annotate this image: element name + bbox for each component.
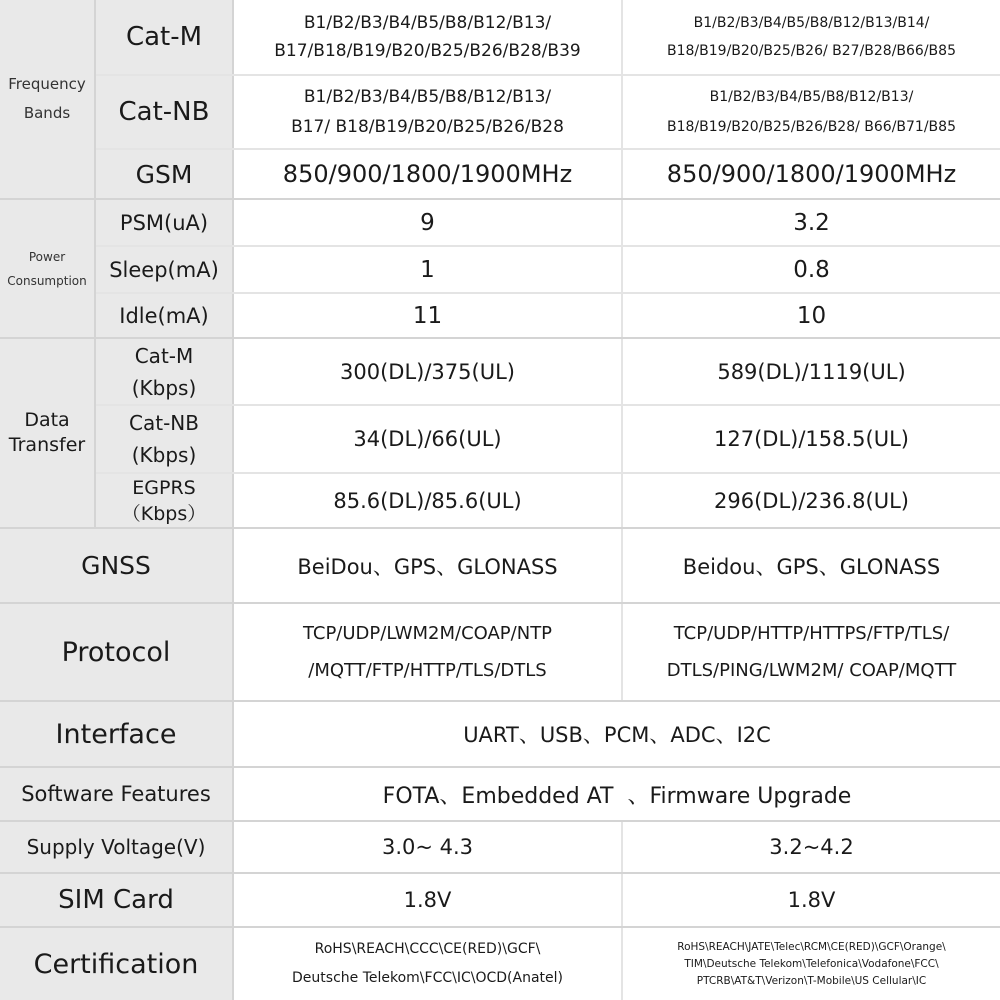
grid-line-h-6 xyxy=(0,337,1000,339)
dt-cat-nb-right xyxy=(623,406,1000,472)
gsm-band-right-text: 850/900/1800/1900MHz xyxy=(666,160,957,188)
dt-cat-m-label-line2: (Kbps) xyxy=(131,375,197,400)
certification-right-line1: RoHS\REACH\JATE\Telec\RCM\CE(RED)\GCF\Orange\ xyxy=(677,940,946,953)
interface-label xyxy=(0,702,232,766)
cat-m-band-label-text: Cat-M xyxy=(125,22,203,52)
protocol-label xyxy=(0,604,232,700)
dt-cat-m-right-value: 589(DL)/1119(UL) xyxy=(717,359,906,384)
cat-nb-band-right xyxy=(623,76,1000,148)
supply-voltage-left-value: 3.0~ 4.3 xyxy=(381,835,474,859)
grid-line-h-11 xyxy=(0,700,1000,702)
sleep-label xyxy=(96,247,232,292)
dt-cat-m-right xyxy=(623,339,1000,404)
interface-value-text: UART、USB、PCM、ADC、I2C xyxy=(463,723,771,747)
cat-m-band-left xyxy=(234,0,621,74)
certification-left-line2: Deutsche Telekom\FCC\IC\OCD(Anatel) xyxy=(292,970,563,986)
certification-right xyxy=(623,928,1000,1000)
grid-line-h-15 xyxy=(0,926,1000,928)
supply-voltage-right xyxy=(623,822,1000,872)
protocol-right-line1: TCP/UDP/HTTP/HTTPS/FTP/TLS/ xyxy=(673,623,950,644)
grid-line-v-mid-top xyxy=(621,0,623,702)
cat-m-band-left-line2: B17/B18/B19/B20/B25/B26/B28/B39 xyxy=(274,41,581,61)
sim-card-label xyxy=(0,874,232,926)
sleep-left xyxy=(234,247,621,292)
grid-line-h-14 xyxy=(0,872,1000,874)
sleep-right xyxy=(623,247,1000,292)
psm-label xyxy=(96,200,232,245)
cat-m-band-right-line2: B18/B19/B20/B25/B26/ B27/B28/B66/B85 xyxy=(667,43,956,59)
grid-line-h-5 xyxy=(96,292,1000,294)
dt-egprs-left xyxy=(234,474,621,527)
idle-right xyxy=(623,294,1000,337)
frequency-bands-group-label xyxy=(0,0,94,198)
grid-line-h-4 xyxy=(96,245,1000,247)
gsm-band-left-text: 850/900/1800/1900MHz xyxy=(282,160,573,188)
cat-nb-band-label-text: Cat-NB xyxy=(118,97,210,127)
gsm-band-right xyxy=(623,150,1000,198)
sleep-right-value: 0.8 xyxy=(793,256,830,283)
idle-label-text: Idle(mA) xyxy=(119,303,209,328)
grid-line-h-1 xyxy=(96,74,1000,76)
cat-m-band-left-line1: B1/B2/B3/B4/B5/B8/B12/B13/ xyxy=(303,13,552,33)
power-consumption-label-line1: Power xyxy=(28,249,66,264)
grid-line-v-mid-bottom xyxy=(621,822,623,1000)
grid-line-h-10 xyxy=(0,602,1000,604)
sim-card-left xyxy=(234,874,621,926)
idle-right-value: 10 xyxy=(796,302,827,329)
grid-line-v-group xyxy=(94,0,96,527)
dt-egprs-label xyxy=(96,474,232,527)
power-consumption-label-line2: Consumption xyxy=(7,273,87,288)
gnss-label xyxy=(0,529,232,602)
sim-card-label-text: SIM Card xyxy=(58,885,174,915)
grid-line-h-2 xyxy=(96,148,1000,150)
gsm-band-label-text: GSM xyxy=(135,159,193,189)
certification-label xyxy=(0,928,232,1000)
gnss-right-value: Beidou、GPS、GLONASS xyxy=(682,554,941,579)
psm-label-text: PSM(uA) xyxy=(119,210,209,235)
software-features-label xyxy=(0,768,232,820)
sim-card-right xyxy=(623,874,1000,926)
cat-m-band-right-line1: B1/B2/B3/B4/B5/B8/B12/B13/B14/ xyxy=(693,15,930,31)
dt-egprs-label-line2: （Kbps） xyxy=(121,502,207,525)
dt-cat-nb-right-value: 127(DL)/158.5(UL) xyxy=(714,427,909,451)
grid-line-v-label xyxy=(232,0,234,1000)
dt-egprs-left-value: 85.6(DL)/85.6(UL) xyxy=(333,488,522,513)
software-features-label-text: Software Features xyxy=(21,782,211,806)
dt-cat-m-left xyxy=(234,339,621,404)
supply-voltage-label-text: Supply Voltage(V) xyxy=(26,835,206,859)
frequency-bands-label-line1: Frequency xyxy=(8,75,86,93)
dt-cat-m-left-value: 300(DL)/375(UL) xyxy=(340,359,515,384)
dt-egprs-right xyxy=(623,474,1000,527)
interface-label-text: Interface xyxy=(55,718,177,750)
psm-right-value: 3.2 xyxy=(793,209,830,236)
protocol-label-text: Protocol xyxy=(61,636,171,668)
protocol-left-line1: TCP/UDP/LWM2M/COAP/NTP xyxy=(302,623,553,644)
supply-voltage-left xyxy=(234,822,621,872)
power-consumption-group-label xyxy=(0,200,94,337)
data-transfer-group-label xyxy=(0,339,94,527)
grid-line-h-8 xyxy=(96,472,1000,474)
grid-line-h-12 xyxy=(0,766,1000,768)
cat-m-band-label xyxy=(96,0,232,74)
grid-line-h-7 xyxy=(96,404,1000,406)
cat-nb-band-left xyxy=(234,76,621,148)
dt-cat-nb-label-line2: (Kbps) xyxy=(131,443,197,467)
psm-left-value: 9 xyxy=(420,209,435,236)
protocol-left xyxy=(234,604,621,700)
cat-nb-band-left-line2: B17/ B18/B19/B20/B25/B26/B28 xyxy=(291,117,564,137)
idle-left-value: 11 xyxy=(412,302,443,329)
gnss-right xyxy=(623,529,1000,602)
supply-voltage-label xyxy=(0,822,232,872)
cat-nb-band-right-line2: B18/B19/B20/B25/B26/B28/ B66/B71/B85 xyxy=(667,119,956,135)
cat-nb-band-label xyxy=(96,76,232,148)
grid-line-h-13 xyxy=(0,820,1000,822)
sim-card-right-value: 1.8V xyxy=(787,888,836,912)
certification-label-text: Certification xyxy=(33,948,199,980)
cat-nb-band-right-line1: B1/B2/B3/B4/B5/B8/B12/B13/ xyxy=(709,89,914,105)
psm-right xyxy=(623,200,1000,245)
frequency-bands-label-line2: Bands xyxy=(23,104,71,122)
certification-right-line2: TIM\Deutsche Telekom\Telefonica\Vodafone\FCC\ xyxy=(684,957,939,970)
dt-cat-nb-label-line1: Cat-NB xyxy=(129,411,199,435)
certification-left-line1: RoHS\REACH\CCC\CE(RED)\GCF\ xyxy=(314,941,541,957)
protocol-left-line2: /MQTT/FTP/HTTP/TLS/DTLS xyxy=(308,660,547,681)
cat-nb-band-left-line1: B1/B2/B3/B4/B5/B8/B12/B13/ xyxy=(303,87,552,107)
gsm-band-label xyxy=(96,150,232,198)
sleep-left-value: 1 xyxy=(420,256,435,283)
cat-m-band-right xyxy=(623,0,1000,74)
psm-left xyxy=(234,200,621,245)
dt-cat-m-label-line1: Cat-M xyxy=(134,343,194,368)
certification-right-line3: PTCRB\AT&T\Verizon\T-Mobile\US Cellular\IC xyxy=(696,974,927,987)
dt-cat-nb-label xyxy=(96,406,232,472)
software-features-value xyxy=(234,768,1000,820)
data-transfer-label-line1: Data xyxy=(24,409,70,431)
grid-line-h-9 xyxy=(0,527,1000,529)
software-features-value-text: FOTA、Embedded AT 、Firmware Upgrade xyxy=(382,783,852,809)
sim-card-left-value: 1.8V xyxy=(403,888,452,912)
gnss-label-text: GNSS xyxy=(81,551,151,580)
data-transfer-label-line2: Transfer xyxy=(8,434,86,456)
supply-voltage-right-value: 3.2~4.2 xyxy=(769,835,854,859)
certification-left xyxy=(234,928,621,1000)
dt-cat-nb-left xyxy=(234,406,621,472)
dt-egprs-label-line1: EGPRS xyxy=(132,476,196,499)
grid-line-h-3 xyxy=(0,198,1000,200)
dt-cat-m-label xyxy=(96,339,232,404)
dt-egprs-right-value: 296(DL)/236.8(UL) xyxy=(714,488,909,513)
idle-label xyxy=(96,294,232,337)
sleep-label-text: Sleep(mA) xyxy=(109,257,219,282)
protocol-right xyxy=(623,604,1000,700)
dt-cat-nb-left-value: 34(DL)/66(UL) xyxy=(353,427,502,451)
gnss-left xyxy=(234,529,621,602)
interface-value xyxy=(234,702,1000,766)
gsm-band-left xyxy=(234,150,621,198)
protocol-right-line2: DTLS/PING/LWM2M/ COAP/MQTT xyxy=(666,660,957,681)
idle-left xyxy=(234,294,621,337)
gnss-left-value: BeiDou、GPS、GLONASS xyxy=(297,554,558,579)
